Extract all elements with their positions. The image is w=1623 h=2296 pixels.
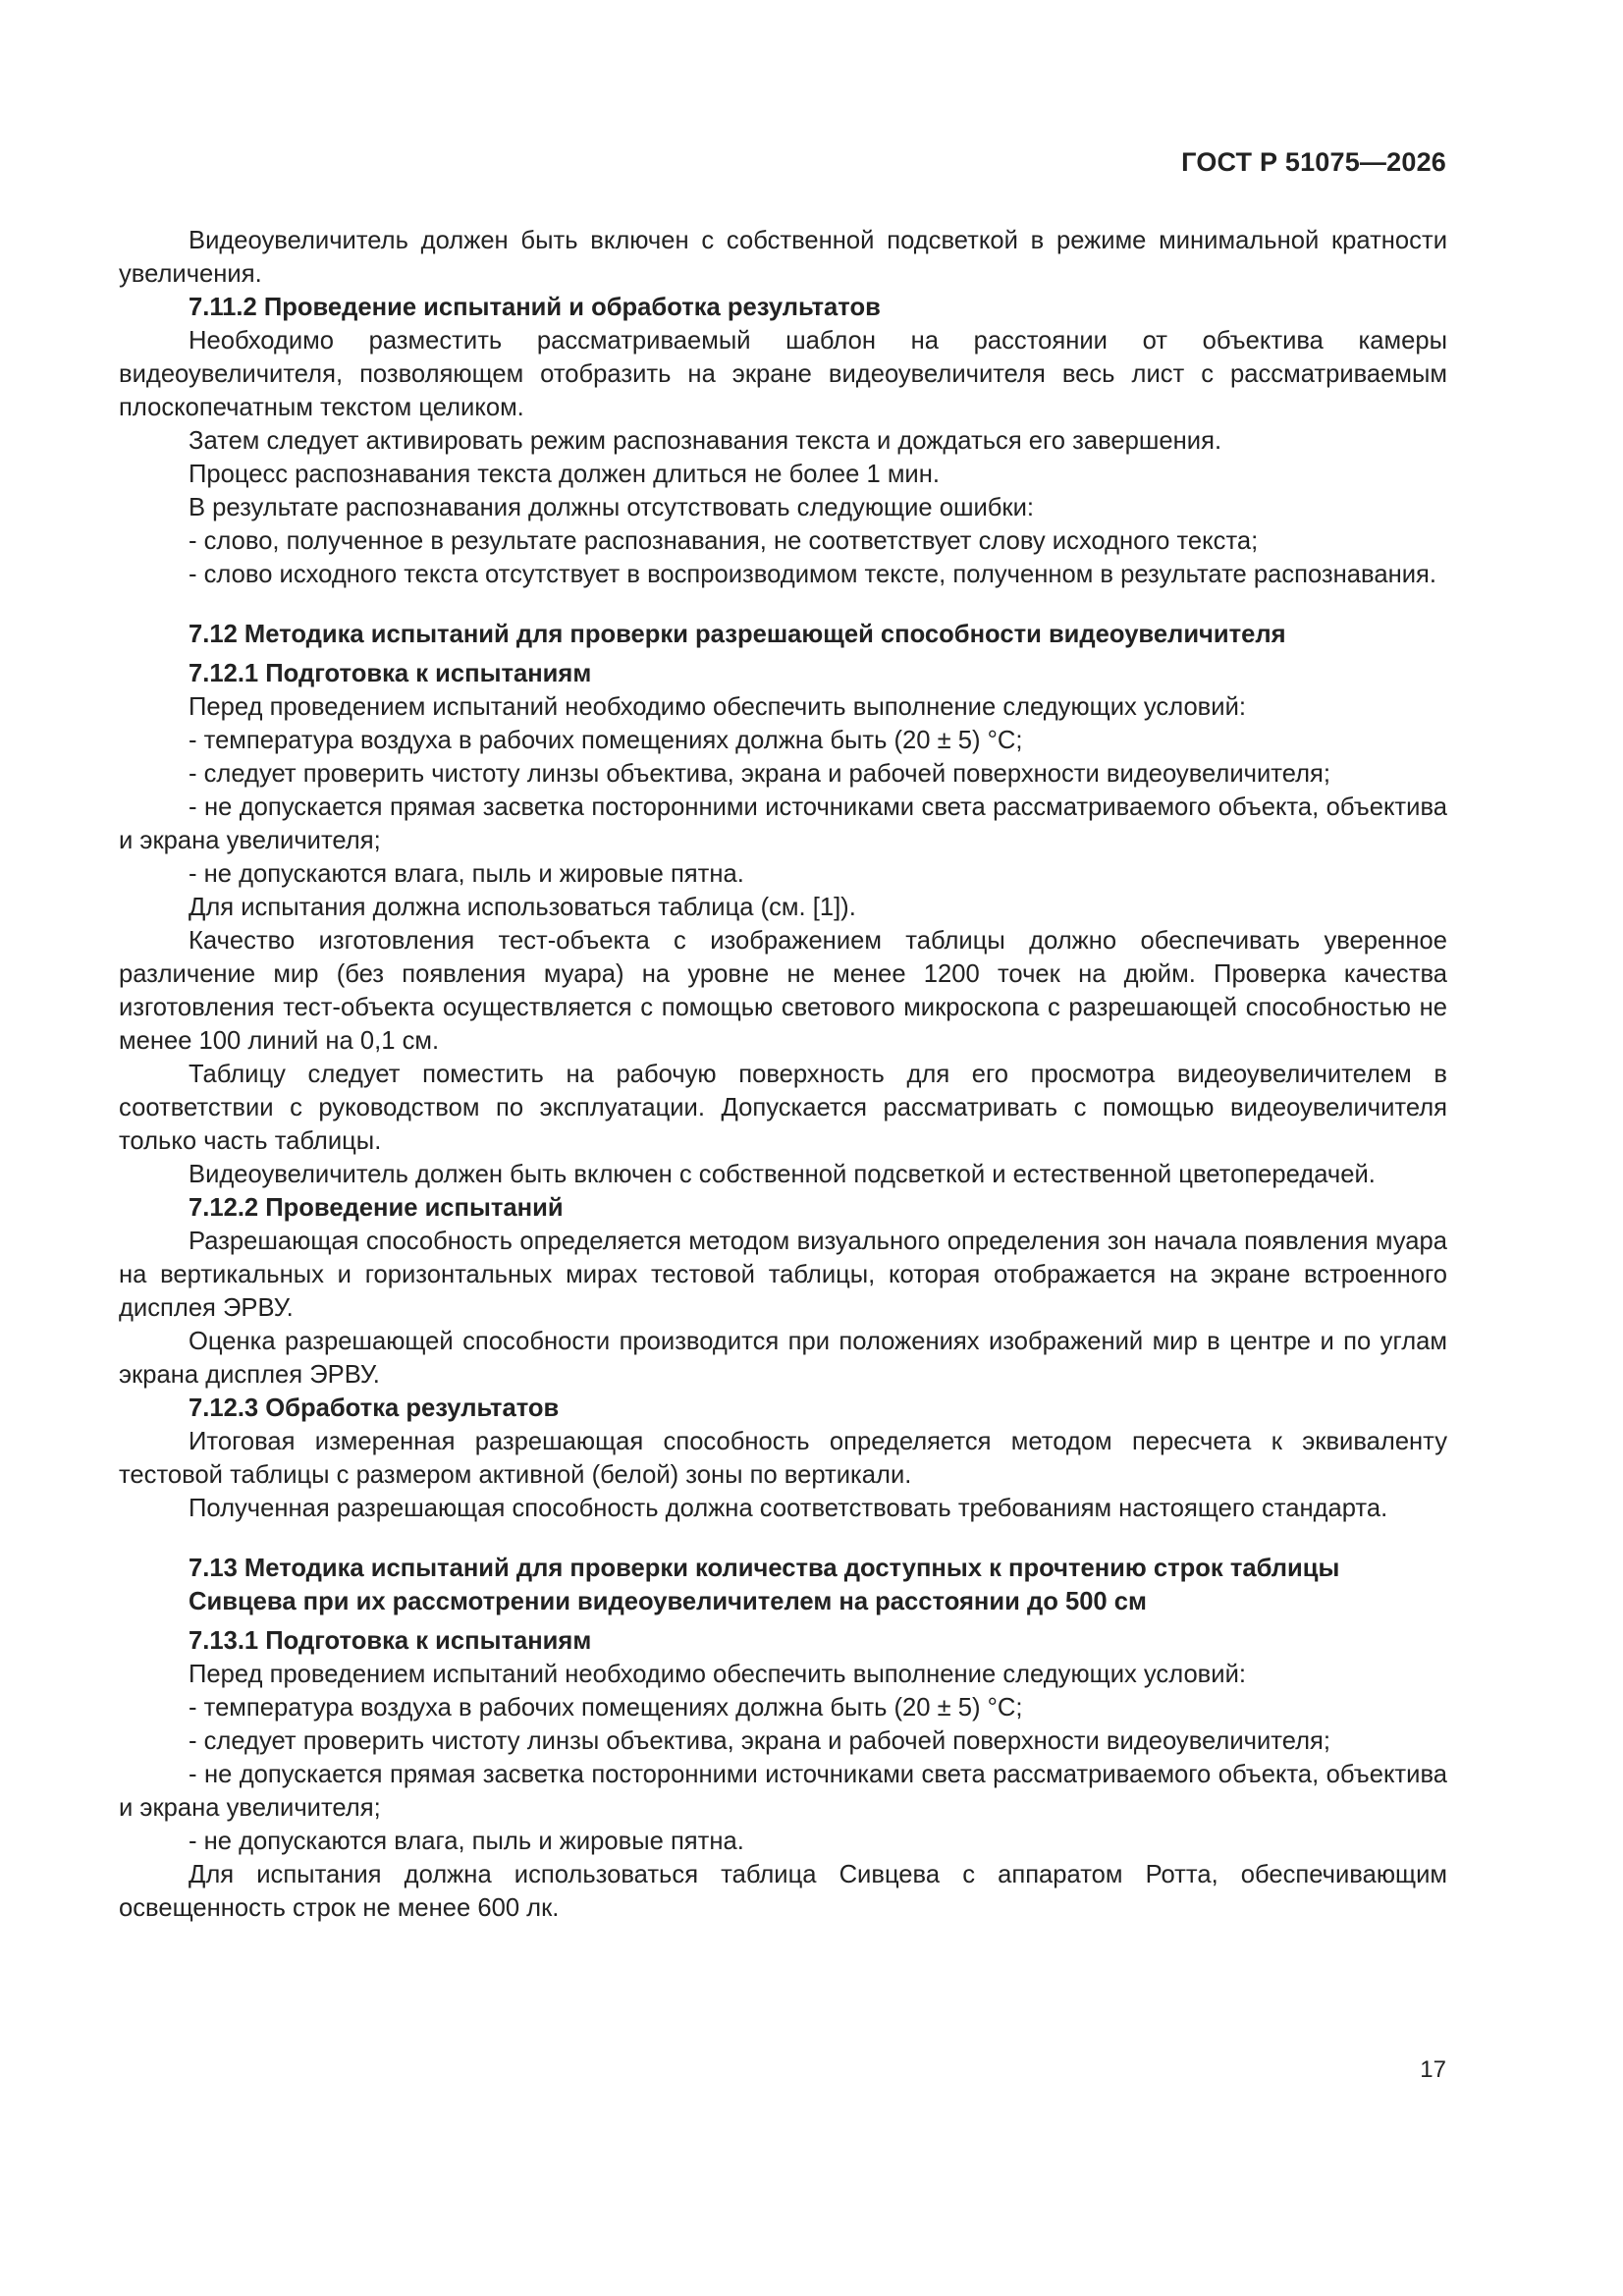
paragraph: Для испытания должна использоваться таблица (см. [1]). bbox=[189, 894, 856, 921]
subsection-heading: 7.12.3 Обработка результатов bbox=[189, 1394, 560, 1422]
paragraph: Необходимо разместить рассматриваемый шаблон на расстоянии от объектива камеры видеоувеличителя, позволяющем отобразить на экране видеоувеличителя весь лист с рассматриваемым плоскопечатным текстом целиком. bbox=[119, 327, 1447, 421]
list-item: - слово исходного текста отсутствует в воспроизводимом тексте, полученном в результате распознавания. bbox=[189, 561, 1436, 588]
paragraph: Перед проведением испытаний необходимо обеспечить выполнение следующих условий: bbox=[189, 1661, 1246, 1688]
list-item: - не допускаются влага, пыль и жировые пятна. bbox=[189, 1828, 744, 1855]
subsection-heading: 7.12.1 Подготовка к испытаниям bbox=[189, 660, 592, 687]
paragraph: Перед проведением испытаний необходимо обеспечить выполнение следующих условий: bbox=[189, 693, 1246, 721]
list-item: - не допускается прямая засветка посторонними источниками света рассматриваемого объекта, объектива и экрана увеличителя; bbox=[119, 793, 1447, 854]
page-number: 17 bbox=[1420, 2056, 1446, 2083]
paragraph: Таблицу следует поместить на рабочую поверхность для его просмотра видеоувеличителем в соответствии с руководством по эксплуатации. Допускается рассматривать с помощью видеоувеличителя только часть таблицы. bbox=[119, 1061, 1447, 1155]
list-item: - температура воздуха в рабочих помещениях должна быть (20 ± 5) °С; bbox=[189, 727, 1023, 754]
paragraph: Для испытания должна использоваться таблица Сивцева с аппаратом Ротта, обеспечивающим освещенность строк не менее 600 лк. bbox=[119, 1861, 1447, 1922]
list-item: - следует проверить чистоту линзы объектива, экрана и рабочей поверхности видеоувеличителя; bbox=[189, 760, 1331, 788]
paragraph: Видеоувеличитель должен быть включен с собственной подсветкой в режиме минимальной кратности увеличения. bbox=[119, 227, 1447, 288]
subsection-heading: 7.12.2 Проведение испытаний bbox=[189, 1194, 564, 1222]
list-item: - температура воздуха в рабочих помещениях должна быть (20 ± 5) °С; bbox=[189, 1694, 1023, 1722]
paragraph: Оценка разрешающей способности производится при положениях изображений мир в центре и по углам экрана дисплея ЭРВУ. bbox=[119, 1328, 1447, 1389]
paragraph: Затем следует активировать режим распознавания текста и дождаться его завершения. bbox=[189, 427, 1222, 455]
paragraph: Полученная разрешающая способность должна соответствовать требованиям настоящего стандарта. bbox=[189, 1495, 1388, 1522]
list-item: - следует проверить чистоту линзы объектива, экрана и рабочей поверхности видеоувеличителя; bbox=[189, 1727, 1331, 1755]
list-item: - не допускается прямая засветка посторонними источниками света рассматриваемого объекта, объектива и экрана увеличителя; bbox=[119, 1761, 1447, 1822]
subsection-heading: 7.13.1 Подготовка к испытаниям bbox=[189, 1627, 592, 1655]
list-item: - слово, полученное в результате распознавания, не соответствует слову исходного текста; bbox=[189, 527, 1259, 555]
subsection-heading: 7.11.2 Проведение испытаний и обработка результатов bbox=[189, 294, 881, 321]
paragraph: Процесс распознавания текста должен длиться не более 1 мин. bbox=[189, 461, 940, 488]
document-standard-id: ГОСТ Р 51075—2026 bbox=[1181, 147, 1446, 177]
paragraph: Видеоувеличитель должен быть включен с собственной подсветкой и естественной цветопередачей. bbox=[189, 1161, 1376, 1188]
document-body bbox=[119, 224, 1447, 1925]
list-item: - не допускаются влага, пыль и жировые пятна. bbox=[189, 860, 744, 888]
section-heading: 7.12 Методика испытаний для проверки разрешающей способности видеоувеличителя bbox=[189, 621, 1286, 648]
section-heading: 7.13 Методика испытаний для проверки количества доступных к прочтению строк таблицы Сивцева при их рассмотрении видеоувеличителем на расстоянии до 500 см bbox=[189, 1555, 1340, 1615]
paragraph: Качество изготовления тест-объекта с изображением таблицы должно обеспечивать уверенное различение мир (без появления муара) на уровне не менее 1200 точек на дюйм. Проверка качества изготовления тест-объекта осуществляется с помощью светового микроскопа с разрешающей способностью не менее 100 линий на 0,1 см. bbox=[119, 927, 1447, 1055]
paragraph: В результате распознавания должны отсутствовать следующие ошибки: bbox=[189, 494, 1035, 521]
paragraph: Разрешающая способность определяется методом визуального определения зон начала появления муара на вертикальных и горизонтальных мирах тестовой таблицы, которая отображается на экране встроенного дисплея ЭРВУ. bbox=[119, 1228, 1447, 1322]
paragraph: Итоговая измеренная разрешающая способность определяется методом пересчета к эквиваленту тестовой таблицы с размером активной (белой) зоны по вертикали. bbox=[119, 1428, 1447, 1489]
